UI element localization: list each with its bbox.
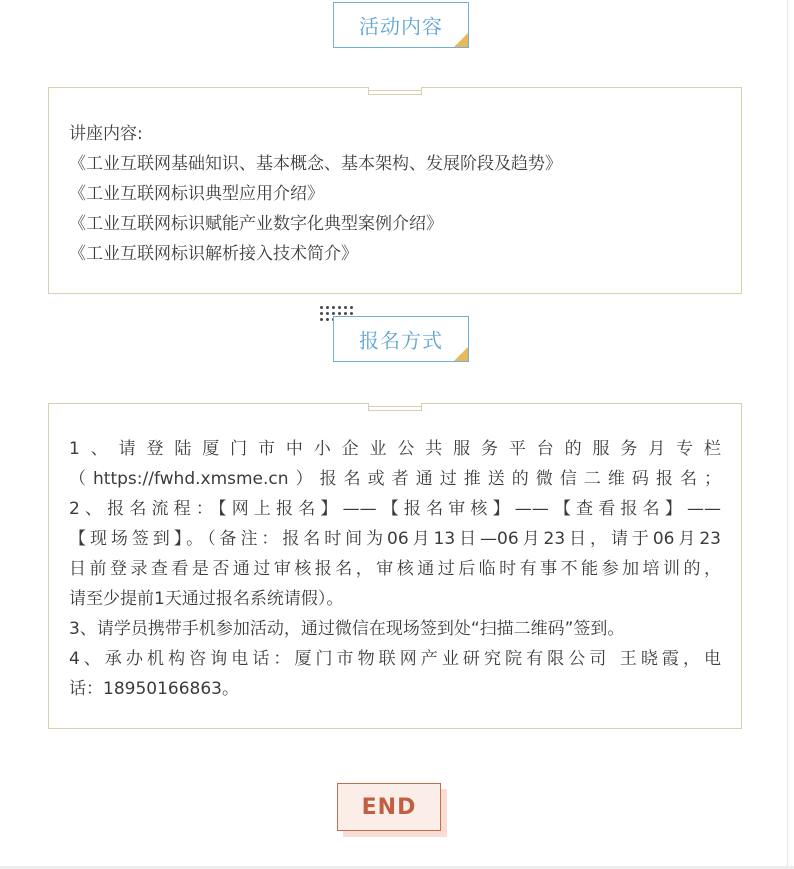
section-title-activity: 活动内容 (359, 14, 443, 39)
end-marker (337, 783, 441, 831)
lecture-item: 《工业互联网标识典型应用介绍》 (69, 184, 324, 204)
lecture-item: 《工业互联网标识赋能产业数字化典型案例介绍》 (69, 214, 443, 234)
section-heading-registration (333, 316, 469, 362)
corner-decoration (454, 33, 468, 47)
lecture-content (69, 119, 721, 269)
registration-line: 1、请登陆厦门市中小企业公共服务平台的服务月专栏 (69, 439, 721, 459)
registration-line: 3、请学员携带手机参加活动，通过微信在现场签到处“扫描二维码”签到。 (69, 619, 625, 639)
registration-line: 【现场签到】。（备注：报名时间为06月13日—06月23日，请于06月23 (69, 529, 721, 549)
end-label: END (361, 794, 417, 820)
lecture-item: 《工业互联网基础知识、基本概念、基本架构、发展阶段及趋势》 (69, 154, 562, 174)
section-title-registration: 报名方式 (359, 328, 443, 353)
card-tab-decoration (368, 87, 422, 95)
end-box (337, 783, 441, 831)
card-tab-decoration (368, 403, 422, 411)
registration-line: 请至少提前1天通过报名系统请假）。 (69, 589, 344, 609)
lecture-heading: 讲座内容: (69, 124, 143, 144)
registration-line: 4、承办机构咨询电话：厦门市物联网产业研究院有限公司 王晓霞，电 (69, 649, 721, 669)
registration-card (48, 403, 742, 729)
registration-line: 2、报名流程：【网上报名】——【报名审核】——【查看报名】—— (69, 499, 721, 519)
corner-decoration (454, 347, 468, 361)
registration-line: 日前登录查看是否通过审核报名，审核通过后临时有事不能参加培训的， (69, 559, 721, 579)
right-divider (787, 0, 788, 869)
section-heading-activity (333, 2, 469, 48)
lecture-card (48, 87, 742, 294)
lecture-item: 《工业互联网标识解析接入技术简介》 (69, 244, 358, 264)
registration-content (69, 434, 721, 704)
registration-line: （https://fwhd.xmsme.cn）报名或者通过推送的微信二维码报名； (69, 469, 721, 489)
registration-line: 话：18950166863。 (69, 679, 239, 699)
